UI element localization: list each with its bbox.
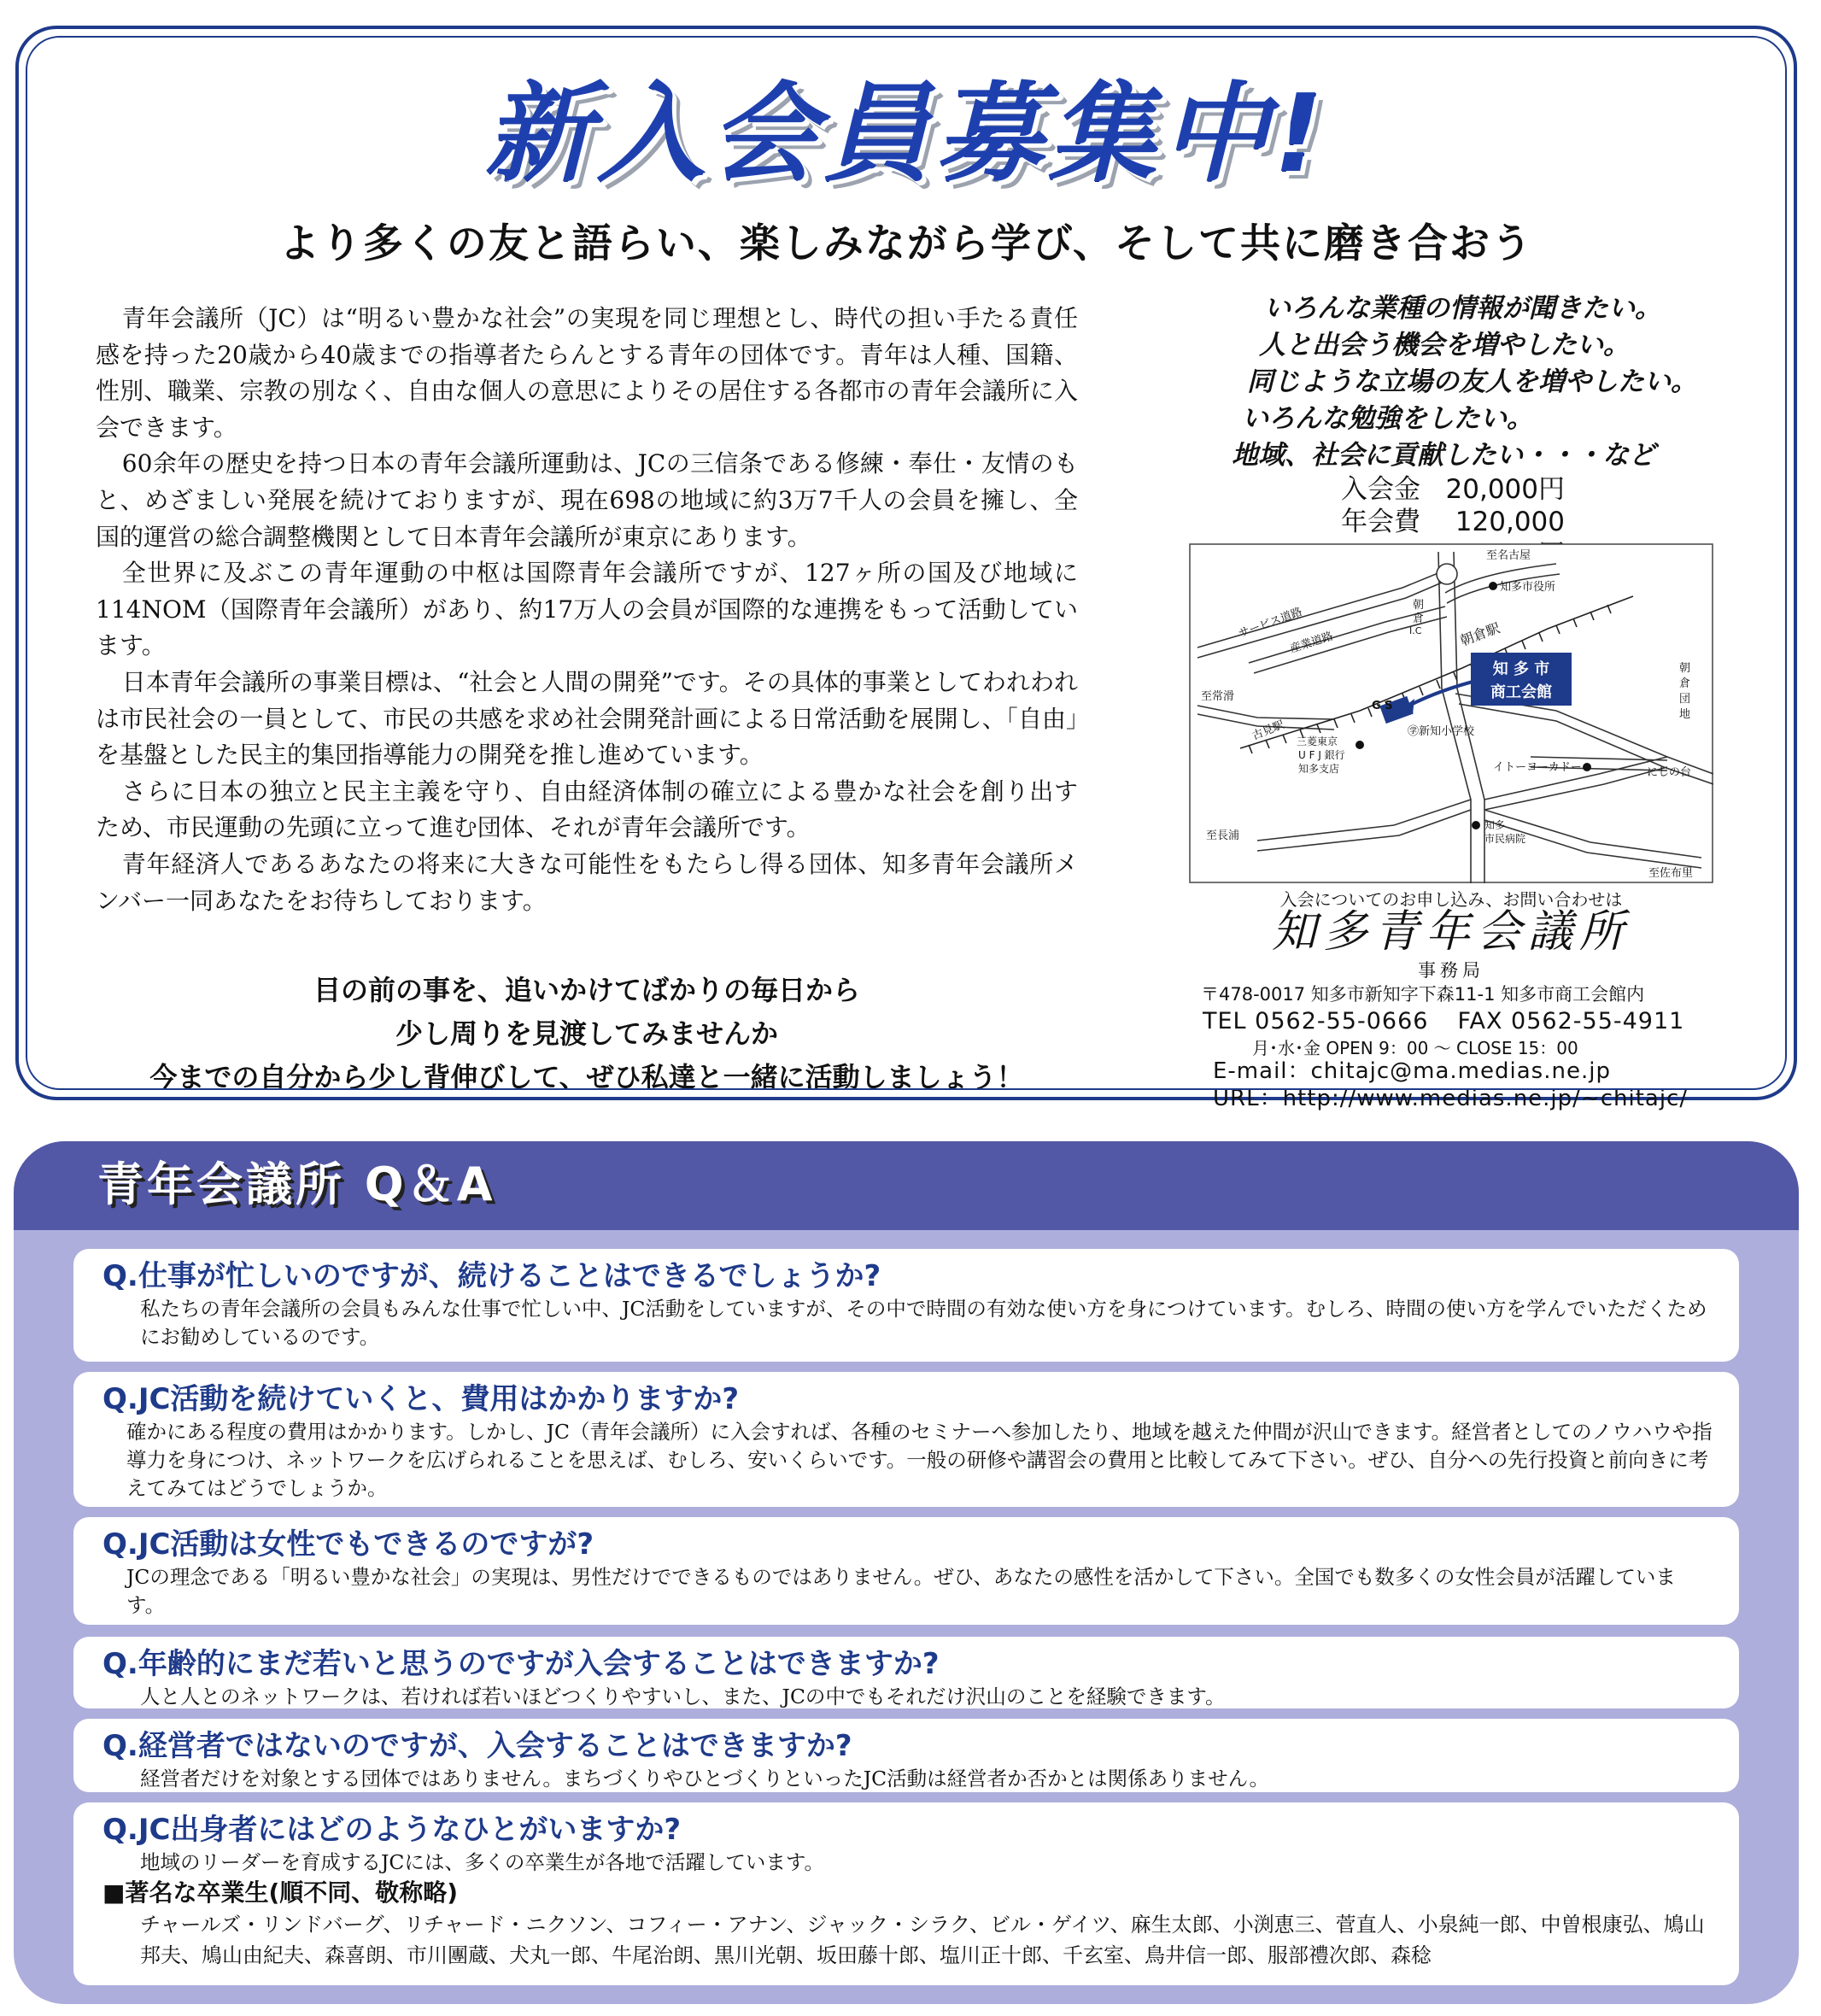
map-label-ito-yokado: イトーヨーカドー bbox=[1493, 761, 1582, 774]
intro-paragraph: 60余年の歴史を持つ日本の青年会議所運動は、JCの三信条である修練・奉仕・友情のもと、めざましい発展を続けておりますが、現在698の地域に約3万7千人の会員を擁し、全国的運営の総合調整機関として日本青年会議所が東京にあります。 bbox=[96, 449, 1078, 551]
map-label-hospital-2: 市民病院 bbox=[1484, 833, 1526, 845]
map-label-asakura-danchi-4: 地 bbox=[1679, 708, 1691, 721]
map-label-nishinodai: にしの台 bbox=[1647, 766, 1692, 779]
office-hours: 月･水･金 OPEN 9：00 ～ CLOSE 15：00 bbox=[1252, 1038, 1578, 1058]
qa-question: Q.年齢的にまだ若いと思うのですが入会することはできますか? bbox=[102, 1647, 940, 1681]
map-label-bank-1: 三菱東京 bbox=[1297, 735, 1338, 747]
intro-paragraph: 日本青年会議所の事業目標は、“社会と人間の開発”です。その具体的事業としてわれわれは市民社会の一員として、市民の共感を求め社会開発計画による日常活動を展開し、「自由」を基盤とした民主的集団指導能力の開発を推し進めています。 bbox=[96, 667, 1078, 770]
qa-title: 青年会議所 Q＆A bbox=[97, 1157, 496, 1211]
map-label-gs: G S bbox=[1372, 700, 1393, 712]
wants-list bbox=[1215, 290, 1727, 474]
fee-label: 入会金 bbox=[1341, 474, 1420, 505]
qa-header bbox=[14, 1141, 1799, 1230]
map-label-city-hall: 知多市役所 bbox=[1500, 581, 1556, 594]
qa-item bbox=[73, 1802, 1739, 1985]
contact-lead: 入会についてのお申し込み、お問い合わせは bbox=[1279, 889, 1623, 910]
chamber-label-line1: 知 多 市 bbox=[1492, 660, 1550, 678]
access-map bbox=[1189, 543, 1713, 883]
qa-item bbox=[73, 1637, 1739, 1708]
map-label-to-nagoya: 至名古屋 bbox=[1486, 549, 1531, 562]
fee-value: 20,000円 bbox=[1445, 474, 1565, 505]
map-label-asakura-danchi-2: 倉 bbox=[1679, 677, 1691, 690]
map-label-asakura-ic-2: 倉 bbox=[1413, 612, 1425, 625]
map-label-asakura-ic-3: I.C bbox=[1409, 625, 1422, 636]
hospital-marker bbox=[1472, 821, 1480, 829]
qa-panel bbox=[14, 1141, 1799, 2004]
qa-item bbox=[73, 1249, 1739, 1362]
fax-number: FAX 0562-55-4911 bbox=[1457, 1008, 1685, 1034]
email-address: E-mail：chitajc@ma.medias.ne.jp bbox=[1213, 1058, 1611, 1084]
city-hall-marker bbox=[1489, 582, 1497, 590]
map-label-industrial-road: 産業道路 bbox=[1288, 630, 1335, 656]
qa-question: Q.JC活動は女性でもできるのですが? bbox=[102, 1527, 594, 1562]
map-label-asakura-danchi-1: 朝 bbox=[1679, 662, 1691, 675]
qa-question: Q.JC活動を続けていくと、費用はかかりますか? bbox=[102, 1382, 740, 1416]
graduates-heading: ■著名な卒業生(順不同、敬称略) bbox=[102, 1878, 459, 1907]
qa-item bbox=[73, 1372, 1739, 1507]
map-label-furumi-station: 古見駅 bbox=[1250, 718, 1286, 743]
qa-answer: 確かにある程度の費用はかかります。しかし、JC（青年会議所）に入会すれば、各種のセミナーへ参加したり、地域を越えた仲間が沢山できます。経営者としてのノウハウや指導力を身につけ、ネットワークを広げられることを思えば、むしろ、安いくらいです。一般の研修や講習会の費用と比較してみて下さい。ぜひ、自分への先行投資と前向きに考えてみてはどうでしょうか。 bbox=[126, 1420, 1713, 1500]
map-label-service-road: サービス道路 bbox=[1237, 605, 1304, 641]
map-label-asakura-station: 朝倉駅 bbox=[1457, 619, 1502, 649]
qa-question: Q.仕事が忙しいのですが、続けることはできるでしょうか? bbox=[102, 1259, 881, 1293]
intro-paragraph: 全世界に及ぶこの青年運動の中枢は国際青年会議所ですが、127ヶ所の国及び地域に114NOM（国際青年会議所）があり、約17万人の会員が国際的な連携をもって活動しています。 bbox=[96, 559, 1078, 660]
chamber-label-line2: 商工会館 bbox=[1490, 683, 1552, 701]
wants-item: 人と出会う機会を増やしたい。 bbox=[1259, 330, 1630, 360]
closing-line: 目の前の事を、追いかけてばかりの毎日から bbox=[313, 974, 860, 1006]
qa-answer: 地域のリーダーを育成するJCには、多くの卒業生が各地で活躍しています。 bbox=[140, 1850, 825, 1874]
wants-item: いろんな業種の情報が聞きたい。 bbox=[1264, 293, 1661, 324]
subheadline: より多くの友と語らい、楽しみながら学び、そして共に磨き合おう bbox=[278, 220, 1534, 267]
map-label-school: ㊫新知小学校 bbox=[1408, 725, 1475, 738]
map-label-to-tokoname: 至常滑 bbox=[1201, 690, 1235, 703]
bank-marker bbox=[1356, 741, 1364, 749]
wants-item: いろんな勉強をしたい。 bbox=[1242, 403, 1533, 434]
fee-value: 120,000 bbox=[1455, 507, 1565, 537]
fee-row bbox=[1341, 473, 1565, 506]
closing-message bbox=[96, 969, 1078, 1099]
headline: 新入会員募集中! bbox=[484, 71, 1328, 196]
intro-paragraph: 青年経済人であるあなたの将来に大きな可能性をもたらし得る団体、知多青年会議所メンバー一同あなたをお待ちしております。 bbox=[96, 849, 1078, 915]
map-label-to-nagaura: 至長浦 bbox=[1206, 829, 1240, 842]
roundabout bbox=[1437, 564, 1457, 584]
map-label-hospital-1: 知多 bbox=[1484, 819, 1506, 831]
map-label-asakura-danchi-3: 団 bbox=[1679, 693, 1691, 706]
intro-text bbox=[96, 301, 1078, 919]
qa-answer: 私たちの青年会議所の会員もみんな仕事で忙しい中、JC活動をしていますが、その中で時間の有効な使い方を身につけています。むしろ、時間の使い方を学んでいただくためにお勧めしているのです。 bbox=[140, 1297, 1707, 1349]
closing-line: 今までの自分から少し背伸びして、ぜひ私達と一緒に活動しましょう！ bbox=[149, 1061, 1024, 1093]
organization-name: 知多青年会議所 bbox=[1271, 906, 1631, 958]
phone-fax bbox=[1203, 1006, 1684, 1037]
wants-item: 地域、社会に貢献したい・・・など bbox=[1232, 440, 1655, 471]
wants-item: 同じような立場の友人を増やしたい。 bbox=[1247, 366, 1697, 397]
qa-answer: JCの理念である「明るい豊かな社会」の実現は、男性だけでできるものではありません。ぜひ、あなたの感性を活かして下さい。全国でも数多くの女性会員が活躍しています。 bbox=[126, 1565, 1676, 1617]
qa-item bbox=[73, 1517, 1739, 1625]
ito-yokado-marker bbox=[1583, 763, 1591, 771]
map-label-bank-2: U F J 銀行 bbox=[1298, 749, 1345, 761]
fee-label: 年会費 bbox=[1341, 507, 1420, 537]
map-label-bank-3: 知多支店 bbox=[1298, 763, 1340, 775]
intro-paragraph: 青年会議所（JC）は“明るい豊かな社会”の実現を同じ理想とし、時代の担い手たる責任感を持った20歳から40歳までの指導者たらんとする青年の団体です。青年は人種、国籍、性別、職業、宗教の別なく、自由な個人の意思によりその居住する各都市の青年会議所に入会できます。 bbox=[96, 304, 1078, 442]
qa-item bbox=[73, 1719, 1739, 1792]
closing-line: 少し周りを見渡してみませんか bbox=[395, 1017, 778, 1050]
website-url: URL：http://www.medias.ne.jp/~chitajc/ bbox=[1213, 1086, 1689, 1111]
graduates-list: チャールズ・リンドバーグ、リチャード・ニクソン、コフィー・アナン、ジャック・シラク、ビル・ゲイツ、麻生太郎、小渕恵三、菅直人、小泉純一郎、中曽根康弘、鳩山邦夫、鳩山由紀夫、森喜朗、市川團蔵、犬丸一郎、牛尾治朗、黒川光朝、坂田藤十郎、塩川正十郎、千玄室、鳥井信一郎、服部禮次郎、森稔 bbox=[140, 1913, 1705, 1967]
map-label-to-safu: 至佐布里 bbox=[1648, 867, 1694, 880]
qa-answer: 人と人とのネットワークは、若ければ若いほどつくりやすいし、また、JCの中でもそれだけ沢山のことを経験できます。 bbox=[140, 1685, 1226, 1708]
map-label-asakura-ic-1: 朝 bbox=[1413, 599, 1425, 612]
intro-paragraph: さらに日本の独立と民主主義を守り、自由経済体制の確立による豊かな社会を創り出すため、市民運動の先頭に立って進む団体、それが青年会議所です。 bbox=[96, 777, 1078, 842]
recruitment-panel bbox=[15, 26, 1797, 1111]
qa-answer: 経営者だけを対象とする団体ではありません。まちづくりやひとづくりといったJC活動は経営者か否かとは関係ありません。 bbox=[140, 1767, 1270, 1790]
qa-question: Q.JC出身者にはどのようなひとがいますか? bbox=[102, 1813, 682, 1847]
map-frame bbox=[1190, 544, 1713, 882]
office-address: 〒478-0017 知多市新知字下森11-1 知多市商工会館内 bbox=[1201, 984, 1645, 1005]
phone-number: TEL 0562-55-0666 bbox=[1203, 1008, 1429, 1034]
office-label: 事務局 bbox=[1418, 960, 1484, 981]
qa-question: Q.経営者ではないのですが、入会することはできますか? bbox=[102, 1729, 852, 1763]
